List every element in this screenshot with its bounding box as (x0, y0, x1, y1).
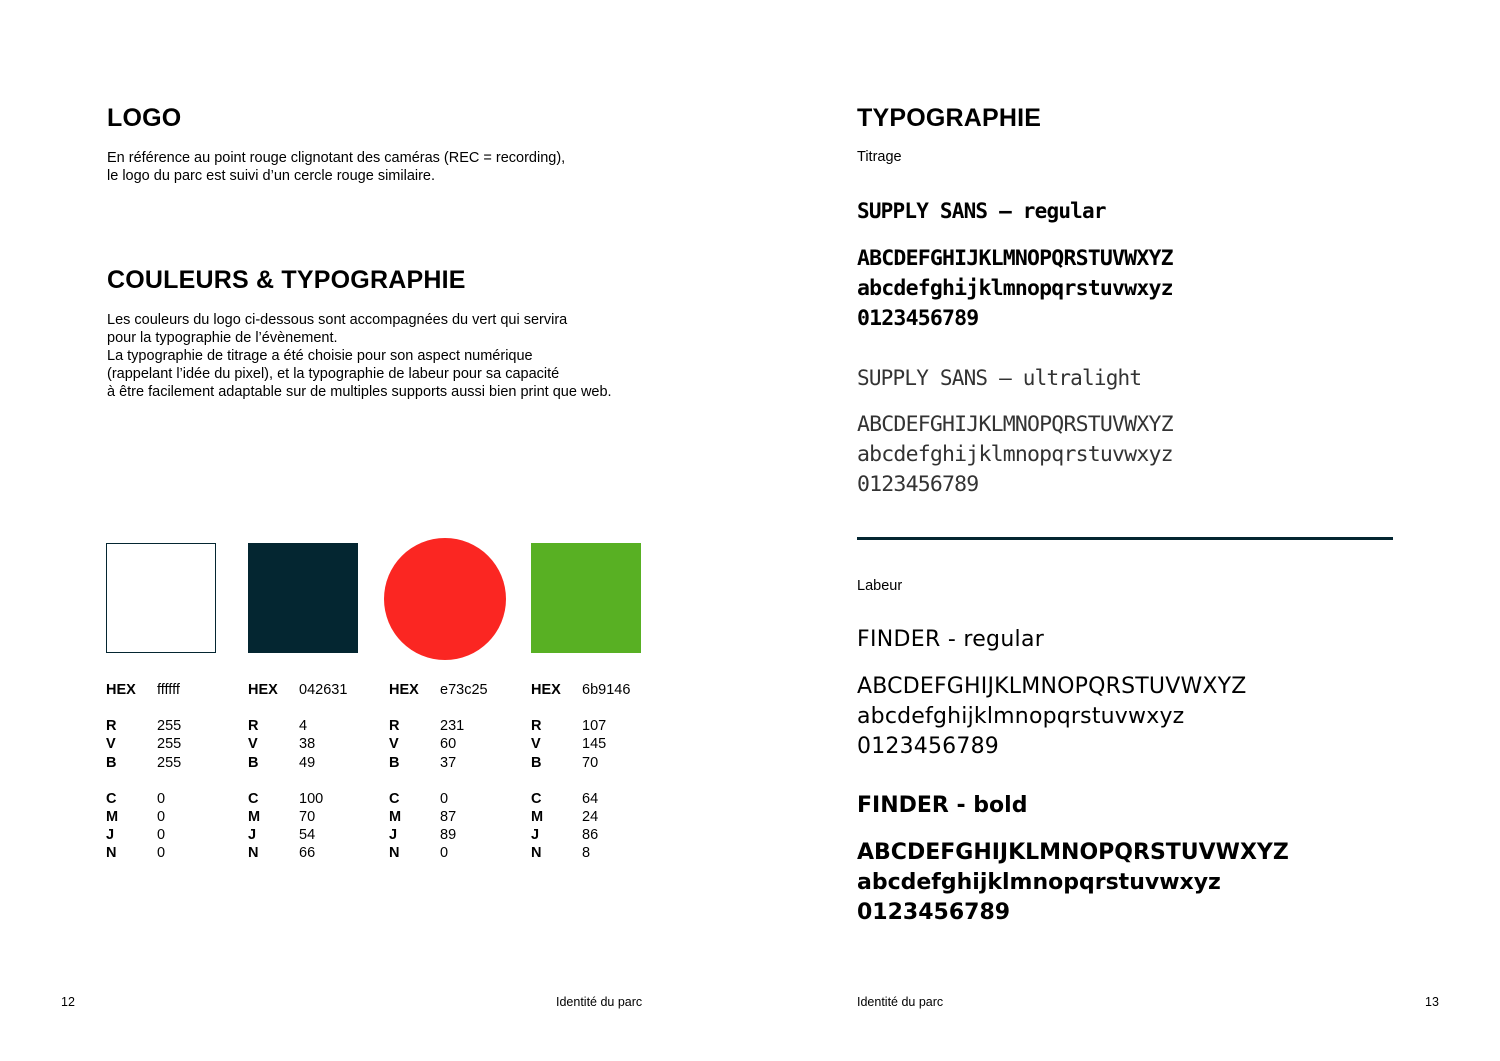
color-spec-green: HEX 6b9146 R 107 V 145 B 70 C 64 M 24 J 86 N 8 (531, 682, 631, 862)
page-number-right: 13 (1425, 995, 1439, 1009)
supply-regular-name: SUPPLY SANS – regular (857, 199, 1106, 223)
colors-description: Les couleurs du logo ci-dessous sont accompagnées du vert qui servira pour la typographie de l’évènement. La typographie de titrage a été choisie pour son aspect numérique (rappelant l’idée du pixel), et la typographie de labeur pour sa capacité à être facilement adaptable sur de multiples supports aussi bien print que web. (107, 312, 612, 400)
swatch-green (531, 543, 641, 653)
titrage-label: Titrage (857, 149, 902, 165)
logo-title: LOGO (107, 104, 182, 132)
footer-right: Identité du parc (857, 995, 944, 1009)
colors-typography-title: COULEURS & TYPOGRAPHIE (107, 266, 466, 294)
footer-left: Identité du parc (556, 995, 643, 1009)
logo-description: En référence au point rouge clignotant des caméras (REC = recording), le logo du parc est suivi d’un cercle rouge similaire. (107, 150, 566, 184)
finder-regular-specimen: ABCDEFGHIJKLMNOPQRSTUVWXYZ abcdefghijklmnopqrstuvwxyz 0123456789 (857, 674, 1247, 759)
finder-bold-specimen: ABCDEFGHIJKLMNOPQRSTUVWXYZ abcdefghijklmnopqrstuvwxyz 0123456789 (857, 840, 1289, 925)
typography-title: TYPOGRAPHIE (857, 104, 1042, 132)
section-divider (857, 537, 1393, 540)
swatch-dark-blue (248, 543, 358, 653)
finder-regular-name: FINDER - regular (857, 627, 1045, 652)
supply-regular-specimen: ABCDEFGHIJKLMNOPQRSTUVWXYZ abcdefghijklmnopqrstuvwxyz 0123456789 (857, 246, 1173, 331)
swatch-white (106, 543, 216, 653)
page-number-left: 12 (61, 995, 75, 1009)
supply-ultralight-specimen: ABCDEFGHIJKLMNOPQRSTUVWXYZ abcdefghijklmnopqrstuvwxyz 0123456789 (857, 412, 1173, 497)
supply-ultralight-name: SUPPLY SANS – ultralight (857, 366, 1142, 390)
color-spec-dark-blue: HEX 042631 R 4 V 38 B 49 C 100 M 70 J 54 N 66 (248, 682, 348, 862)
labeur-label: Labeur (857, 578, 903, 594)
color-spec-white: HEX ffffff R 255 V 255 B 255 C 0 M 0 J 0 N 0 (106, 682, 182, 862)
swatch-red-circle (384, 538, 506, 660)
finder-bold-name: FINDER - bold (857, 793, 1028, 818)
color-spec-red: HEX e73c25 R 231 V 60 B 37 C 0 M 87 J 89 N 0 (389, 682, 488, 862)
